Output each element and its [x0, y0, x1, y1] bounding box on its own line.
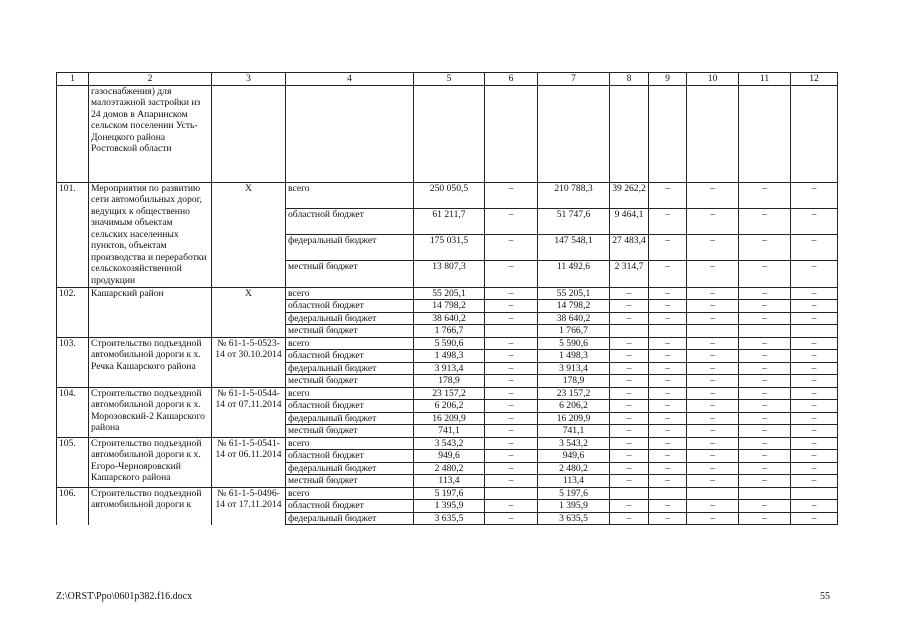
amount-cell-5: 2 480,2 — [414, 462, 485, 475]
funding-source-label: федеральный бюджет — [286, 312, 414, 325]
amount-cell-6: – — [485, 412, 538, 425]
amount-cell-8: – — [610, 387, 649, 400]
amount-cell-7: 147 548,1 — [538, 235, 610, 261]
amount-cell-6: – — [485, 208, 538, 234]
amount-cell-5: 250 050,5 — [414, 182, 485, 208]
amount-cell-11: – — [739, 261, 791, 287]
amount-cell-5: 38 640,2 — [414, 312, 485, 325]
amount-cell-5: 13 807,3 — [414, 261, 485, 287]
amount-cell-9: – — [649, 300, 687, 313]
funding-source-label: федеральный бюджет — [286, 235, 414, 261]
amount-cell-12 — [791, 325, 838, 338]
amount-cell-10: – — [687, 512, 739, 525]
amount-cell-5: 6 206,2 — [414, 400, 485, 413]
funding-source-label: федеральный бюджет — [286, 412, 414, 425]
amount-cell-11: – — [739, 387, 791, 400]
amount-cell-9: – — [649, 261, 687, 287]
header-cell: 12 — [791, 73, 838, 86]
amount-cell-8: 39 262,2 — [610, 182, 649, 208]
amount-cell-12: – — [791, 182, 838, 208]
amount-cell-8: – — [610, 300, 649, 313]
amount-cell-8: – — [610, 350, 649, 363]
funding-source-label: всего — [286, 182, 414, 208]
continuation-name: газоснабжения) для малоэтажной застройки из 24 домов в Апаринском сельском поселении Усть-Донецкого района Ростовской области — [89, 85, 212, 182]
amount-cell-11: – — [739, 412, 791, 425]
amount-cell-8: – — [610, 362, 649, 375]
amount-cell-10: – — [687, 182, 739, 208]
entry-row — [57, 182, 838, 208]
funding-source-label: местный бюджет — [286, 475, 414, 488]
empty-cell — [414, 85, 485, 182]
amount-cell-12: – — [791, 500, 838, 513]
entry-name: Строительство подъездной автомобильной дороги к х. Речка Кашарского района — [89, 337, 212, 387]
amount-cell-12: – — [791, 350, 838, 363]
amount-cell-5: 3 913,4 — [414, 362, 485, 375]
amount-cell-11 — [739, 325, 791, 338]
amount-cell-5: 14 798,2 — [414, 300, 485, 313]
amount-cell-12: – — [791, 425, 838, 438]
amount-cell-9: – — [649, 182, 687, 208]
amount-cell-6: – — [485, 437, 538, 450]
amount-cell-12: – — [791, 450, 838, 463]
amount-cell-12: – — [791, 362, 838, 375]
amount-cell-8: – — [610, 337, 649, 350]
amount-cell-9: – — [649, 412, 687, 425]
footer-file-path: Z:\ORST\Ppo\0601p382.f16.docx — [56, 591, 193, 602]
amount-cell-11: – — [739, 312, 791, 325]
amount-cell-5: 1 766,7 — [414, 325, 485, 338]
continuation-row — [57, 85, 838, 182]
amount-cell-5: 1 395,9 — [414, 500, 485, 513]
header-cell: 5 — [414, 73, 485, 86]
amount-cell-7: 14 798,2 — [538, 300, 610, 313]
amount-cell-6: – — [485, 362, 538, 375]
amount-cell-7: 210 788,3 — [538, 182, 610, 208]
amount-cell-7: 3 635,5 — [538, 512, 610, 525]
amount-cell-12: – — [791, 387, 838, 400]
amount-cell-8: – — [610, 475, 649, 488]
amount-cell-6: – — [485, 235, 538, 261]
amount-cell-9: – — [649, 350, 687, 363]
amount-cell-10: – — [687, 208, 739, 234]
funding-source-label: местный бюджет — [286, 425, 414, 438]
entry-row — [57, 437, 838, 450]
amount-cell-9: – — [649, 362, 687, 375]
entry-name: Мероприятия по развитию сети автомобильных дорог, ведущих к общественно значимым объектам сельских населенных пунктов, объектам производства и переработки сельскохозяйственной продукции — [89, 182, 212, 287]
budget-table — [56, 72, 838, 525]
amount-cell-5: 1 498,3 — [414, 350, 485, 363]
amount-cell-8: 27 483,4 — [610, 235, 649, 261]
amount-cell-12: – — [791, 287, 838, 300]
amount-cell-10: – — [687, 337, 739, 350]
amount-cell-12: – — [791, 312, 838, 325]
amount-cell-8: – — [610, 312, 649, 325]
amount-cell-5: 741,1 — [414, 425, 485, 438]
empty-cell — [212, 85, 286, 182]
amount-cell-10: – — [687, 412, 739, 425]
amount-cell-10: – — [687, 387, 739, 400]
funding-source-label: областной бюджет — [286, 400, 414, 413]
amount-cell-9: – — [649, 208, 687, 234]
amount-cell-9: – — [649, 375, 687, 388]
amount-cell-6: – — [485, 350, 538, 363]
amount-cell-10: – — [687, 462, 739, 475]
amount-cell-9: – — [649, 287, 687, 300]
amount-cell-12: – — [791, 512, 838, 525]
amount-cell-6: – — [485, 462, 538, 475]
amount-cell-10: – — [687, 362, 739, 375]
amount-cell-5: 113,4 — [414, 475, 485, 488]
amount-cell-12: – — [791, 261, 838, 287]
amount-cell-6: – — [485, 261, 538, 287]
amount-cell-12: – — [791, 300, 838, 313]
amount-cell-11: – — [739, 350, 791, 363]
funding-source-label: всего — [286, 287, 414, 300]
entry-number: 101. — [57, 182, 89, 287]
amount-cell-7: 16 209,9 — [538, 412, 610, 425]
entry-document: № 61-1-5-0544-14 от 07.11.2014 — [212, 387, 286, 437]
amount-cell-10: – — [687, 437, 739, 450]
entry-document: Х — [212, 182, 286, 287]
amount-cell-6: – — [485, 450, 538, 463]
header-row — [57, 73, 838, 86]
amount-cell-10: – — [687, 287, 739, 300]
funding-source-label: областной бюджет — [286, 350, 414, 363]
entry-name: Строительство подъездной автомобильной дороги к — [89, 487, 212, 525]
funding-source-label: областной бюджет — [286, 300, 414, 313]
amount-cell-10: – — [687, 375, 739, 388]
amount-cell-7: 3 913,4 — [538, 362, 610, 375]
amount-cell-11: – — [739, 287, 791, 300]
amount-cell-11: – — [739, 235, 791, 261]
header-cell: 3 — [212, 73, 286, 86]
amount-cell-9: – — [649, 512, 687, 525]
amount-cell-10: – — [687, 400, 739, 413]
entry-row — [57, 487, 838, 500]
amount-cell-6: – — [485, 400, 538, 413]
amount-cell-7: 5 197,6 — [538, 487, 610, 500]
amount-cell-9: – — [649, 235, 687, 261]
amount-cell-8: – — [610, 500, 649, 513]
amount-cell-8 — [610, 325, 649, 338]
funding-source-label: местный бюджет — [286, 375, 414, 388]
amount-cell-7: 38 640,2 — [538, 312, 610, 325]
entry-name: Строительство подъездной автомобильной дороги к х. Морозовский-2 Кашарского района — [89, 387, 212, 437]
amount-cell-8: – — [610, 287, 649, 300]
amount-cell-9: – — [649, 312, 687, 325]
amount-cell-7: 1 498,3 — [538, 350, 610, 363]
entry-document: № 61-1-5-0496-14 от 17.11.2014 — [212, 487, 286, 525]
amount-cell-7: 949,6 — [538, 450, 610, 463]
amount-cell-10 — [687, 487, 739, 500]
amount-cell-8: – — [610, 512, 649, 525]
amount-cell-8: – — [610, 375, 649, 388]
empty-cell — [791, 85, 838, 182]
header-cell: 4 — [286, 73, 414, 86]
amount-cell-5: 175 031,5 — [414, 235, 485, 261]
amount-cell-12: – — [791, 400, 838, 413]
entry-name: Кашарский район — [89, 287, 212, 337]
amount-cell-7: 178,9 — [538, 375, 610, 388]
entry-row — [57, 387, 838, 400]
amount-cell-12: – — [791, 462, 838, 475]
amount-cell-7: 55 205,1 — [538, 287, 610, 300]
amount-cell-7: 1 766,7 — [538, 325, 610, 338]
amount-cell-12: – — [791, 208, 838, 234]
amount-cell-11: – — [739, 362, 791, 375]
funding-source-label: федеральный бюджет — [286, 512, 414, 525]
entry-number: 102. — [57, 287, 89, 337]
amount-cell-6: – — [485, 300, 538, 313]
header-cell: 10 — [687, 73, 739, 86]
empty-cell — [739, 85, 791, 182]
table-body — [57, 73, 838, 525]
entry-document: № 61-1-5-0523-14 от 30.10.2014 — [212, 337, 286, 387]
amount-cell-9: – — [649, 450, 687, 463]
amount-cell-9: – — [649, 400, 687, 413]
empty-cell — [687, 85, 739, 182]
amount-cell-8: – — [610, 462, 649, 475]
amount-cell-10: – — [687, 235, 739, 261]
amount-cell-7: 6 206,2 — [538, 400, 610, 413]
page-number: 55 — [820, 591, 830, 602]
amount-cell-10: – — [687, 312, 739, 325]
funding-source-label: всего — [286, 487, 414, 500]
funding-source-label: областной бюджет — [286, 208, 414, 234]
header-cell: 6 — [485, 73, 538, 86]
amount-cell-6 — [485, 325, 538, 338]
amount-cell-8: – — [610, 412, 649, 425]
amount-cell-7: 2 480,2 — [538, 462, 610, 475]
amount-cell-8: – — [610, 400, 649, 413]
amount-cell-10: – — [687, 350, 739, 363]
amount-cell-5: 61 211,7 — [414, 208, 485, 234]
amount-cell-11: – — [739, 182, 791, 208]
amount-cell-12: – — [791, 235, 838, 261]
amount-cell-10: – — [687, 475, 739, 488]
amount-cell-6: – — [485, 337, 538, 350]
amount-cell-9: – — [649, 425, 687, 438]
amount-cell-8: – — [610, 437, 649, 450]
empty-cell — [610, 85, 649, 182]
amount-cell-7: 23 157,2 — [538, 387, 610, 400]
entry-number: 105. — [57, 437, 89, 487]
amount-cell-5: 949,6 — [414, 450, 485, 463]
entry-row — [57, 287, 838, 300]
entry-document: № 61-1-5-0541-14 от 06.11.2014 — [212, 437, 286, 487]
amount-cell-6: – — [485, 500, 538, 513]
amount-cell-10: – — [687, 300, 739, 313]
funding-source-label: федеральный бюджет — [286, 362, 414, 375]
amount-cell-5: 16 209,9 — [414, 412, 485, 425]
funding-source-label: всего — [286, 387, 414, 400]
amount-cell-7: 51 747,6 — [538, 208, 610, 234]
funding-source-label: областной бюджет — [286, 500, 414, 513]
amount-cell-11: – — [739, 337, 791, 350]
amount-cell-9: – — [649, 437, 687, 450]
empty-cell — [649, 85, 687, 182]
amount-cell-11: – — [739, 512, 791, 525]
amount-cell-8: – — [610, 425, 649, 438]
funding-source-label: местный бюджет — [286, 325, 414, 338]
funding-source-label: местный бюджет — [286, 261, 414, 287]
funding-source-label: всего — [286, 437, 414, 450]
amount-cell-9: – — [649, 462, 687, 475]
header-cell: 11 — [739, 73, 791, 86]
entry-number: 103. — [57, 337, 89, 387]
amount-cell-9: – — [649, 337, 687, 350]
amount-cell-11: – — [739, 425, 791, 438]
entry-number: 106. — [57, 487, 89, 525]
amount-cell-11: – — [739, 437, 791, 450]
amount-cell-11: – — [739, 400, 791, 413]
amount-cell-7: 1 395,9 — [538, 500, 610, 513]
amount-cell-8: – — [610, 450, 649, 463]
amount-cell-5: 3 635,5 — [414, 512, 485, 525]
amount-cell-5: 5 197,6 — [414, 487, 485, 500]
amount-cell-5: 178,9 — [414, 375, 485, 388]
amount-cell-11: – — [739, 450, 791, 463]
amount-cell-12: – — [791, 337, 838, 350]
empty-cell — [57, 85, 89, 182]
amount-cell-9: – — [649, 387, 687, 400]
amount-cell-10: – — [687, 450, 739, 463]
amount-cell-8 — [610, 487, 649, 500]
amount-cell-6: – — [485, 512, 538, 525]
amount-cell-6: – — [485, 182, 538, 208]
amount-cell-6: – — [485, 387, 538, 400]
amount-cell-11 — [739, 487, 791, 500]
header-cell: 1 — [57, 73, 89, 86]
amount-cell-12: – — [791, 475, 838, 488]
header-cell: 2 — [89, 73, 212, 86]
amount-cell-9 — [649, 487, 687, 500]
amount-cell-11: – — [739, 500, 791, 513]
amount-cell-6: – — [485, 287, 538, 300]
amount-cell-6: – — [485, 375, 538, 388]
header-cell: 9 — [649, 73, 687, 86]
amount-cell-9: – — [649, 475, 687, 488]
amount-cell-11: – — [739, 208, 791, 234]
amount-cell-11: – — [739, 300, 791, 313]
amount-cell-12: – — [791, 437, 838, 450]
amount-cell-5: 5 590,6 — [414, 337, 485, 350]
entry-name: Строительство подъездной автомобильной дороги к х. Егоро-Чернояровский Кашарского района — [89, 437, 212, 487]
amount-cell-7: 11 492,6 — [538, 261, 610, 287]
header-cell: 8 — [610, 73, 649, 86]
amount-cell-11: – — [739, 475, 791, 488]
amount-cell-6 — [485, 487, 538, 500]
empty-cell — [485, 85, 538, 182]
amount-cell-8: 2 314,7 — [610, 261, 649, 287]
header-cell: 7 — [538, 73, 610, 86]
amount-cell-10 — [687, 325, 739, 338]
amount-cell-10: – — [687, 261, 739, 287]
empty-cell — [538, 85, 610, 182]
amount-cell-12: – — [791, 375, 838, 388]
amount-cell-8: 9 464,1 — [610, 208, 649, 234]
amount-cell-12 — [791, 487, 838, 500]
amount-cell-5: 3 543,2 — [414, 437, 485, 450]
amount-cell-11: – — [739, 462, 791, 475]
entry-row — [57, 337, 838, 350]
amount-cell-5: 55 205,1 — [414, 287, 485, 300]
amount-cell-5: 23 157,2 — [414, 387, 485, 400]
amount-cell-9: – — [649, 500, 687, 513]
amount-cell-6: – — [485, 475, 538, 488]
amount-cell-10: – — [687, 500, 739, 513]
funding-source-label: областной бюджет — [286, 450, 414, 463]
amount-cell-11: – — [739, 375, 791, 388]
entry-document: Х — [212, 287, 286, 337]
amount-cell-7: 113,4 — [538, 475, 610, 488]
amount-cell-9 — [649, 325, 687, 338]
amount-cell-6: – — [485, 425, 538, 438]
amount-cell-7: 3 543,2 — [538, 437, 610, 450]
funding-source-label: федеральный бюджет — [286, 462, 414, 475]
amount-cell-7: 741,1 — [538, 425, 610, 438]
amount-cell-10: – — [687, 425, 739, 438]
funding-source-label: всего — [286, 337, 414, 350]
amount-cell-12: – — [791, 412, 838, 425]
amount-cell-7: 5 590,6 — [538, 337, 610, 350]
amount-cell-6: – — [485, 312, 538, 325]
empty-cell — [286, 85, 414, 182]
entry-number: 104. — [57, 387, 89, 437]
